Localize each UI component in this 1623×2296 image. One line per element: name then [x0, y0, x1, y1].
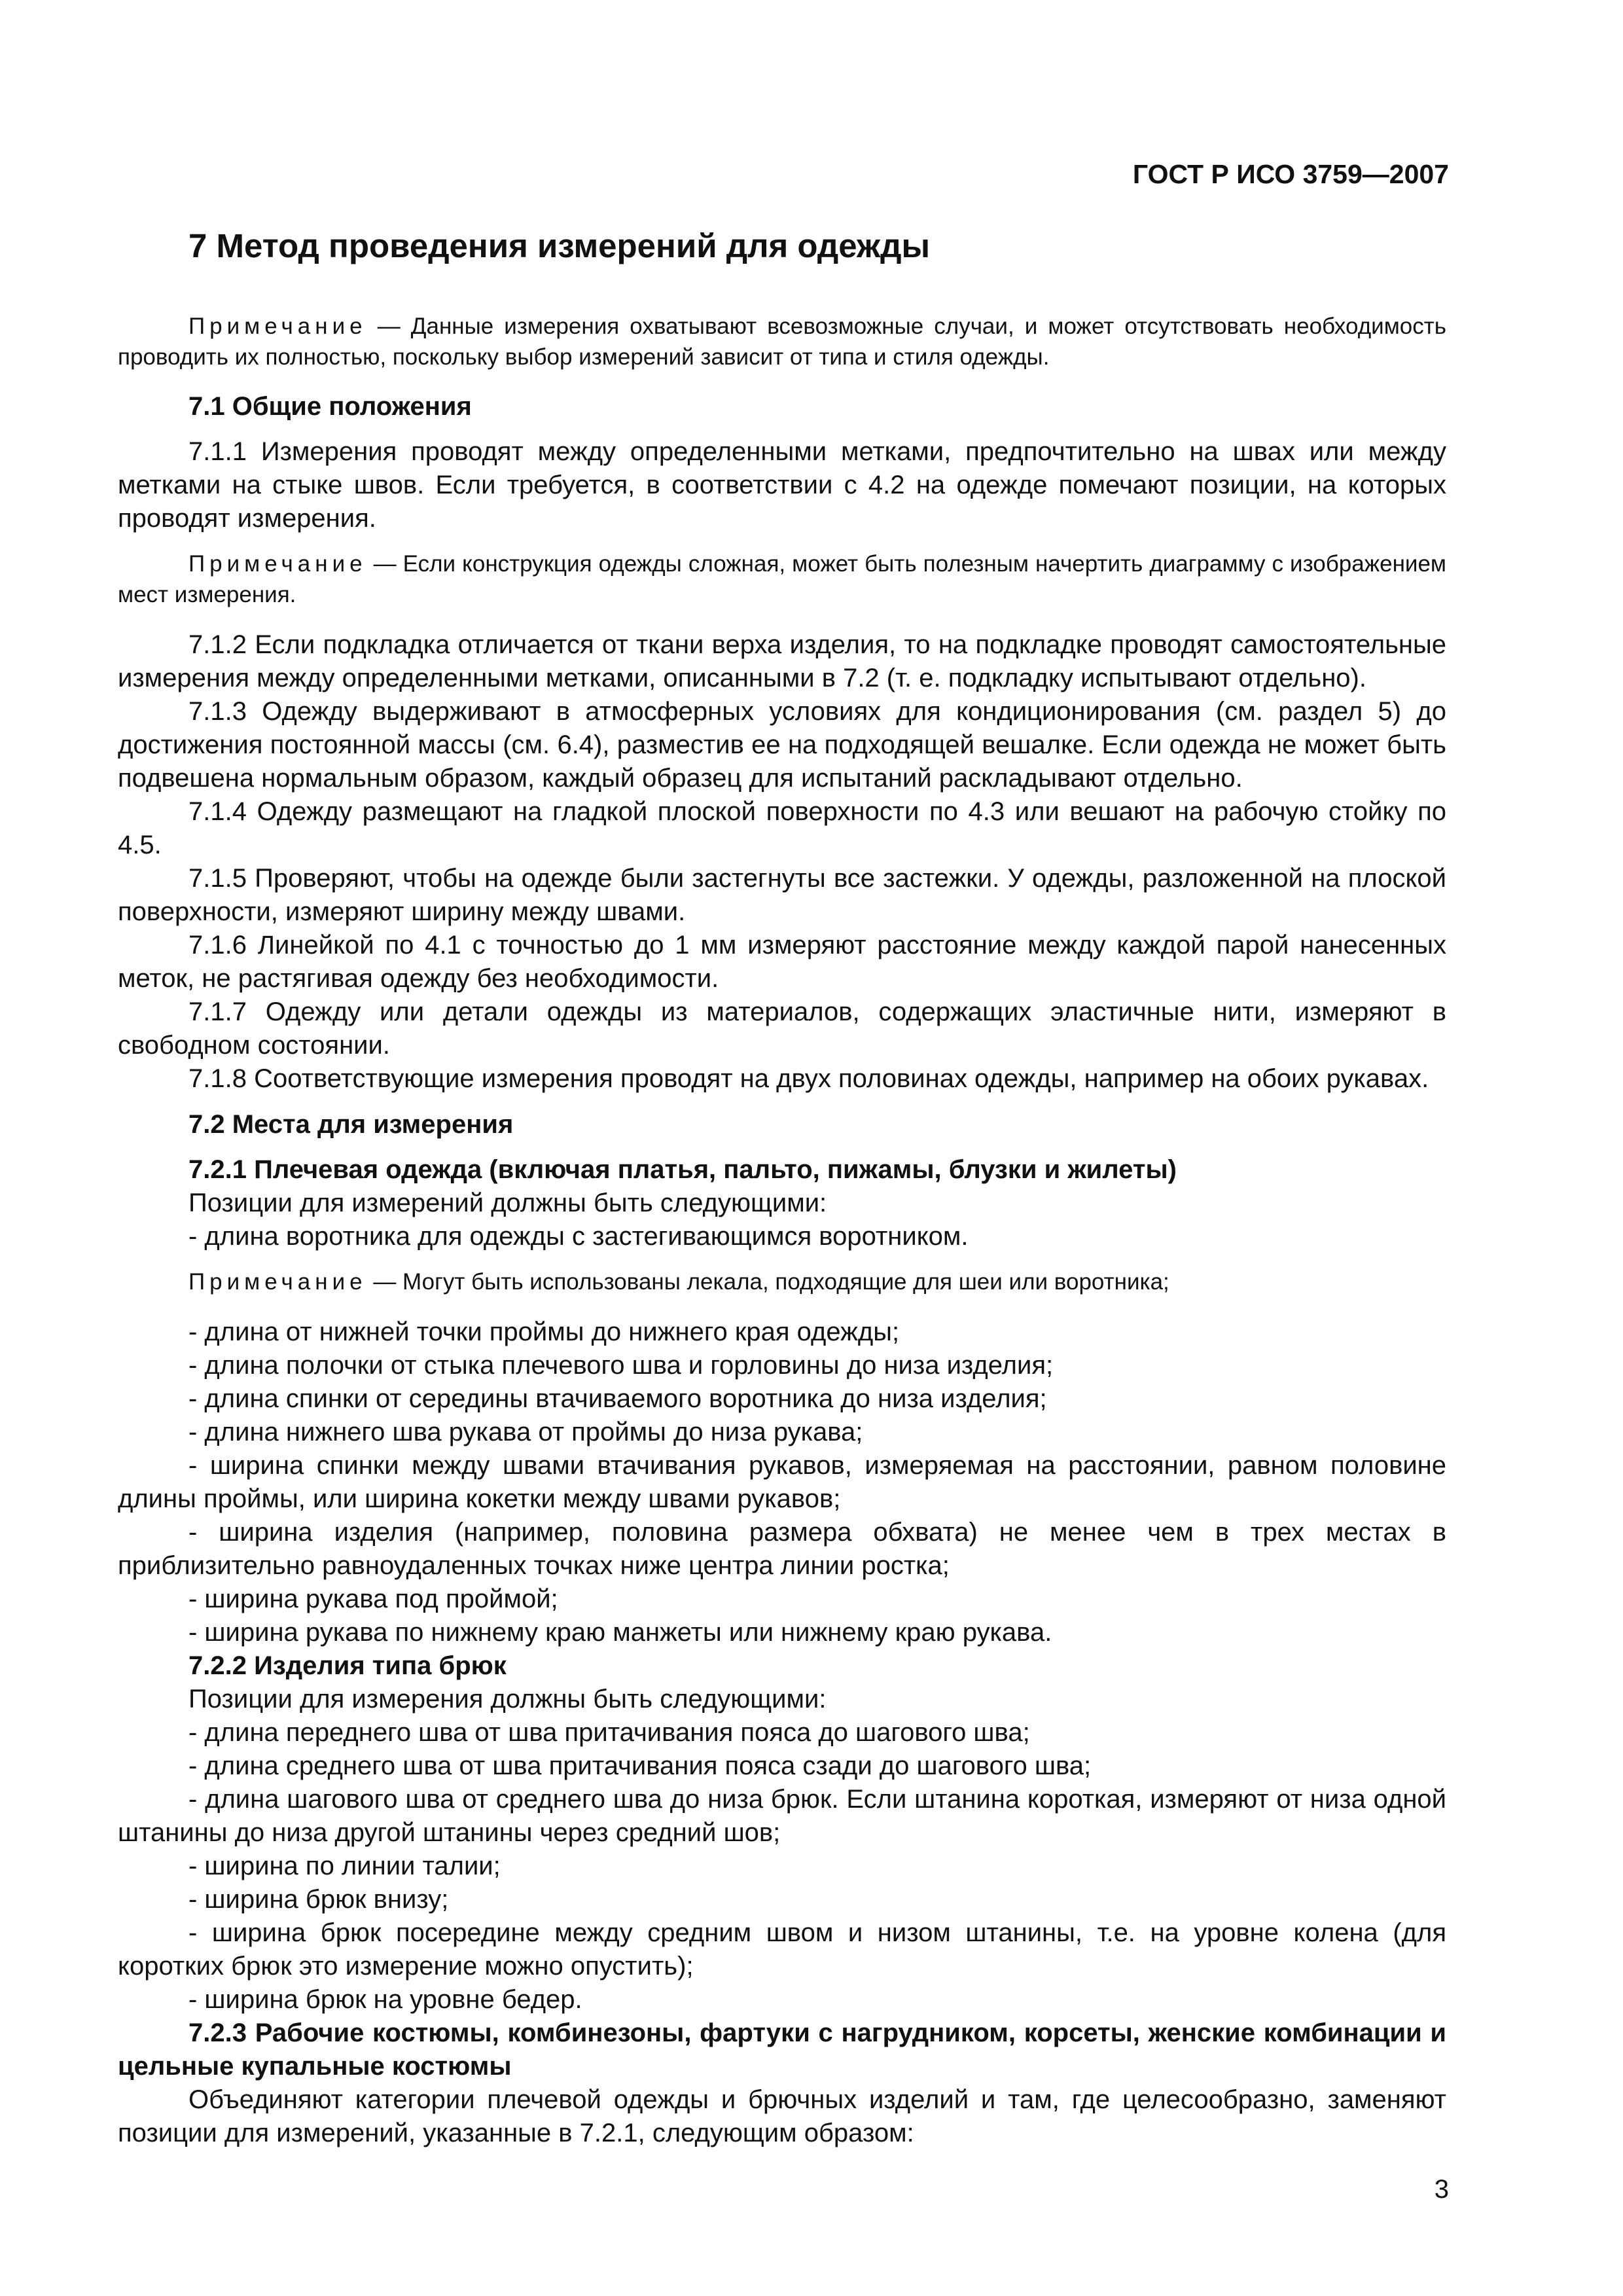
subsection-heading-7-1: 7.1 Общие положения [188, 392, 472, 421]
subsection-heading-7-2: 7.2 Места для измерения [188, 1110, 514, 1139]
section-title: 7 Метод проведения измерений для одежды [188, 227, 931, 264]
list-item: - длина шагового шва от среднего шва до низа брюк. Если штанина короткая, измеряют от низа одной штанины до низа другой штанины через средний шов; [118, 1785, 1446, 1847]
paragraph-7-1-1: 7.1.1 Измерения проводят между определенными метками, предпочтительно на швах или между метками на стыке швов. Если требуется, в соответствии с 4.2 на одежде помечают позиции, на которых проводят измерения. [118, 437, 1446, 533]
note-label: Примечание [188, 314, 367, 339]
note-3 [118, 1266, 1446, 1297]
note-2 [118, 548, 1446, 610]
paragraph-7-1-3: 7.1.3 Одежду выдерживают в атмосферных условиях для кондиционирования (см. раздел 5) до достижения постоянной массы (см. 6.4), разместив ее на подходящей вешалке. Если одежда не может быть подвешена нормальным образом, каждый образец для испытаний раскладывают отдельно. [118, 697, 1446, 793]
clause-heading-7-2-2: 7.2.2 Изделия типа брюк [188, 1651, 507, 1680]
note-label: Примечание [188, 1269, 367, 1295]
list-item: - ширина брюк на уровне бедер. [188, 1985, 582, 2014]
paragraph-7-1-5: 7.1.5 Проверяют, чтобы на одежде были застегнуты все застежки. У одежды, разложенной на плоской поверхности, измеряют ширину между швами. [118, 864, 1446, 926]
paragraph-7-1-4: 7.1.4 Одежду размещают на гладкой плоской поверхности по 4.3 или вешают на рабочую стойку по 4.5. [118, 797, 1446, 859]
note-text: — Могут быть использованы лекала, подходящие для шеи или воротника; [373, 1269, 1169, 1295]
note-text: — Данные измерения охватывают всевозможные случаи, и может отсутствовать необходимость проводить их полностью, поскольку выбор измерений зависит от типа и стиля одежды. [118, 314, 1446, 370]
list-intro: Позиции для измерения должны быть следующими: [188, 1685, 827, 1713]
document-body [118, 226, 1446, 2150]
list-item: - ширина брюк внизу; [188, 1885, 449, 1914]
list-item: - длина переднего шва от шва притачивания пояса до шагового шва; [188, 1718, 1030, 1747]
paragraph-7-1-6: 7.1.6 Линейкой по 4.1 с точностью до 1 мм измеряют расстояние между каждой парой нанесенных меток, не растягивая одежду без необходимости. [118, 931, 1446, 993]
list-item: - ширина по линии талии; [188, 1852, 501, 1880]
list-item: - длина от нижней точки проймы до нижнего края одежды; [188, 1318, 900, 1346]
note-1 [118, 311, 1446, 372]
paragraph-7-1-7: 7.1.7 Одежду или детали одежды из материалов, содержащих эластичные нити, измеряют в свободном состоянии. [118, 997, 1446, 1060]
note-text: — Если конструкция одежды сложная, может быть полезным начертить диаграмму с изображением мест измерения. [118, 551, 1446, 607]
list-item: - длина воротника для одежды с застегивающимся воротником. [188, 1222, 969, 1251]
list-item: - длина нижнего шва рукава от проймы до низа рукава; [188, 1418, 863, 1446]
paragraph-7-1-8: 7.1.8 Соответствующие измерения проводят на двух половинах одежды, например на обоих рукавах. [188, 1064, 1429, 1093]
list-item: - длина полочки от стыка плечевого шва и горловины до низа изделия; [188, 1351, 1054, 1380]
list-item: - ширина спинки между швами втачивания рукавов, измеряемая на расстоянии, равном половине длины проймы, или ширина кокетки между швами рукавов; [118, 1451, 1446, 1513]
note-label: Примечание [188, 551, 367, 577]
page-number: 3 [1434, 2175, 1449, 2204]
paragraph-7-1-2: 7.1.2 Если подкладка отличается от ткани верха изделия, то на подкладке проводят самостоятельные измерения между определенными метками, описанными в 7.2 (т. е. подкладку испытывают отдельно). [118, 630, 1446, 692]
list-item: - ширина изделия (например, половина размера обхвата) не менее чем в трех местах в приблизительно равноудаленных точках ниже центра линии ростка; [118, 1518, 1446, 1580]
clause-heading-7-2-1: 7.2.1 Плечевая одежда (включая платья, пальто, пижамы, блузки и жилеты) [188, 1155, 1177, 1184]
list-item: - длина спинки от середины втачиваемого воротника до низа изделия; [188, 1384, 1047, 1413]
standard-header: ГОСТ Р ИСО 3759—2007 [1132, 159, 1449, 189]
list-item: - ширина брюк посередине между средним швом и низом штанины, т.е. на уровне колена (для коротких брюк это измерение можно опустить); [118, 1918, 1446, 1981]
list-item: - ширина рукава под проймой; [188, 1585, 558, 1613]
paragraph-7-2-3: Объединяют категории плечевой одежды и брючных изделий и там, где целесообразно, заменяют позиции для измерений, указанные в 7.2.1, следующим образом: [118, 2085, 1446, 2147]
clause-heading-7-2-3: 7.2.3 Рабочие костюмы, комбинезоны, фартуки с нагрудником, корсеты, женские комбинации и цельные купальные костюмы [118, 2018, 1446, 2081]
list-item: - ширина рукава по нижнему краю манжеты или нижнему краю рукава. [188, 1618, 1052, 1647]
list-intro: Позиции для измерений должны быть следующими: [188, 1189, 827, 1217]
list-item: - длина среднего шва от шва притачивания пояса сзади до шагового шва; [188, 1751, 1092, 1780]
